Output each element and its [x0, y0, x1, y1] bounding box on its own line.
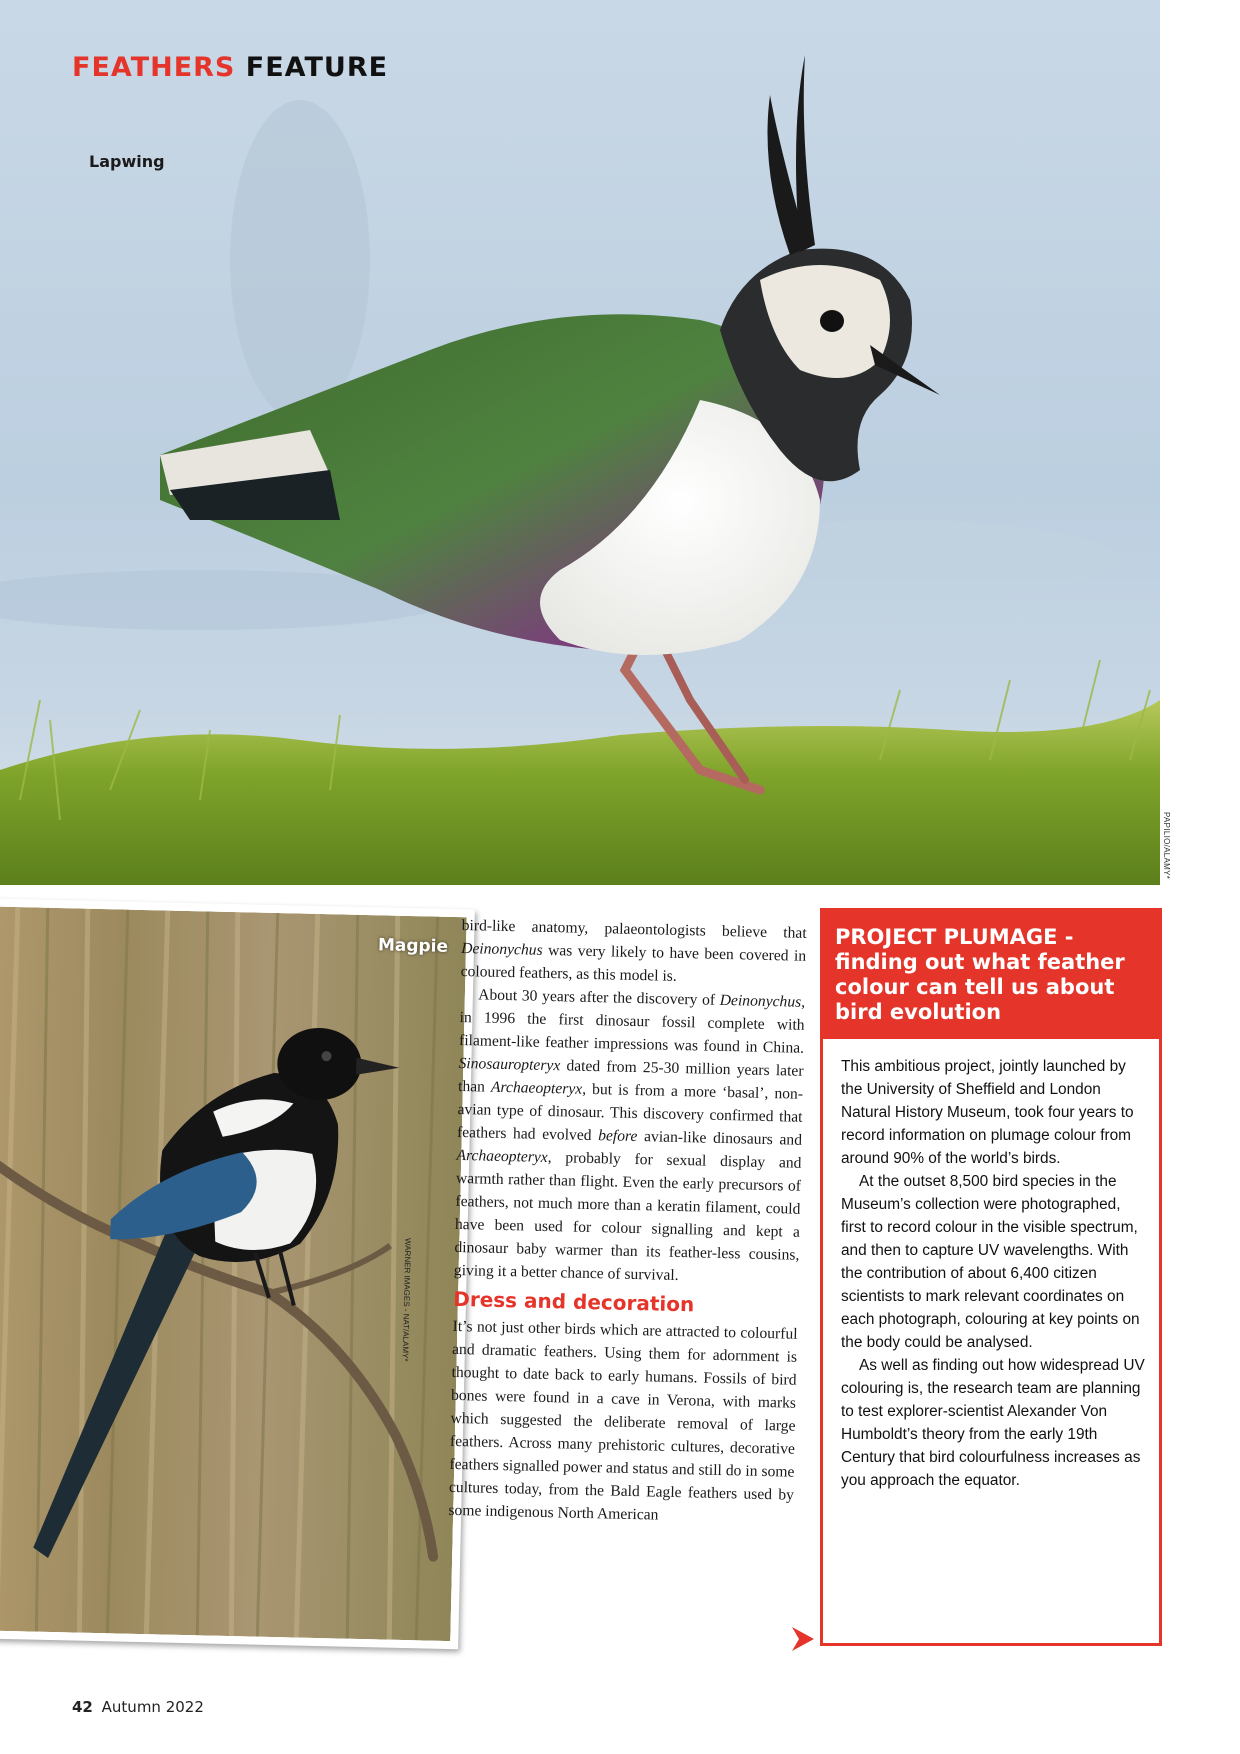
italic-term: Deinonychus [719, 991, 802, 1011]
text-run: was very likely to have been covered in coloured feathers, as this model is. [460, 941, 807, 985]
text-run: , but is from a more ‘basal’, non-avian type of dinosaur. This discovery confirmed that feathers had evolved [456, 1080, 804, 1145]
text-run: avian-like dinosaurs and [637, 1128, 803, 1149]
italic-term: Sinosauropteryx [458, 1054, 561, 1075]
text-run: , in 1996 the first dinosaur fossil complete with filament-like feather impressions was found in China. [458, 993, 806, 1057]
sidebar-paragraph-2: At the outset 8,500 bird species in the Museum’s collection were photographed, first to record colour in the visible spectrum, and then to capture UV wavelengths. With the contribution of about 6,400 citizen scientists to mark relevant coordinates on each photograph, colouring at key points on the body could be analysed. [841, 1173, 1140, 1351]
sidebar-paragraph-3: As well as finding out how widespread UV colouring is, the research team are planning to test explorer-scientist Alexander Von Humboldt’s theory from the early 19th Century that bird colourfulness increases as you approach the equator. [841, 1357, 1145, 1489]
text-run: dated from 25-30 million years later than [457, 1057, 804, 1096]
magpie-caption: Magpie [377, 935, 449, 957]
section-title [72, 52, 388, 83]
article-paragraph-1 [460, 914, 806, 991]
lapwing-photo-credit: PAPILIO/ALAMY* [1162, 812, 1171, 880]
italic-term: Archaeopteryx [456, 1146, 548, 1167]
project-plumage-title: PROJECT PLUMAGE - finding out what feather colour can tell us about bird evolution [823, 911, 1159, 1039]
lapwing-caption: Lapwing [89, 152, 165, 171]
page-footer [72, 1698, 204, 1716]
lapwing-photo [0, 0, 1160, 885]
magpie-photo [0, 906, 467, 1641]
article-column [448, 914, 807, 1530]
project-plumage-box [820, 908, 1162, 1646]
project-plumage-body [823, 1039, 1159, 1492]
magpie-photo-card [0, 898, 475, 1649]
magpie-illustration [0, 906, 467, 1641]
section-title-red: FEATHERS [72, 52, 236, 83]
article-paragraph-3: It’s not just other birds which are attracted to colourful and dramatic feathers. Using them for adornment is thought to date back to early humans. Fossils of bird bones were found in a cave in Verona, with marks which suggested the deliberate removal of large feathers. Across many prehistoric cultures, decorative feathers signalled power and status and still do in some cultures today, from the Bald Eagle feathers used by some indigenous North American [448, 1317, 798, 1524]
article-paragraph-2 [454, 983, 806, 1290]
section-title-black: FEATURE [245, 52, 389, 83]
lapwing-illustration [0, 0, 1160, 885]
continue-arrow-icon [792, 1627, 814, 1651]
magpie-photo-credit: WARNER IMAGES - NAT/ALAMY* [400, 1237, 413, 1362]
italic-term: Deinonychus [461, 939, 543, 959]
page-number: 42 [72, 1698, 93, 1716]
italic-term: Archaeopteryx [490, 1078, 583, 1098]
text-run: About 30 years after the discovery of [477, 986, 720, 1009]
issue-date: Autumn 2022 [101, 1698, 204, 1716]
sidebar-paragraph-1: This ambitious project, jointly launched by the University of Sheffield and London Natural History Museum, took four years to record information on plumage colour from around 90% of the world’s birds. [841, 1058, 1134, 1167]
italic-term: before [597, 1127, 638, 1146]
text-run: , probably for sexual display and warmth rather than flight. Even the early precursors of feathers, not much more than a keratin filament, could have been used for colour signalling and kept a dinosaur baby warmer than its feather-less cousins, giving it a better chance of survival. [453, 1149, 802, 1285]
text-run: bird-like anatomy, palaeontologists believe that [461, 916, 807, 942]
article-subheading: Dress and decoration [452, 1286, 695, 1317]
